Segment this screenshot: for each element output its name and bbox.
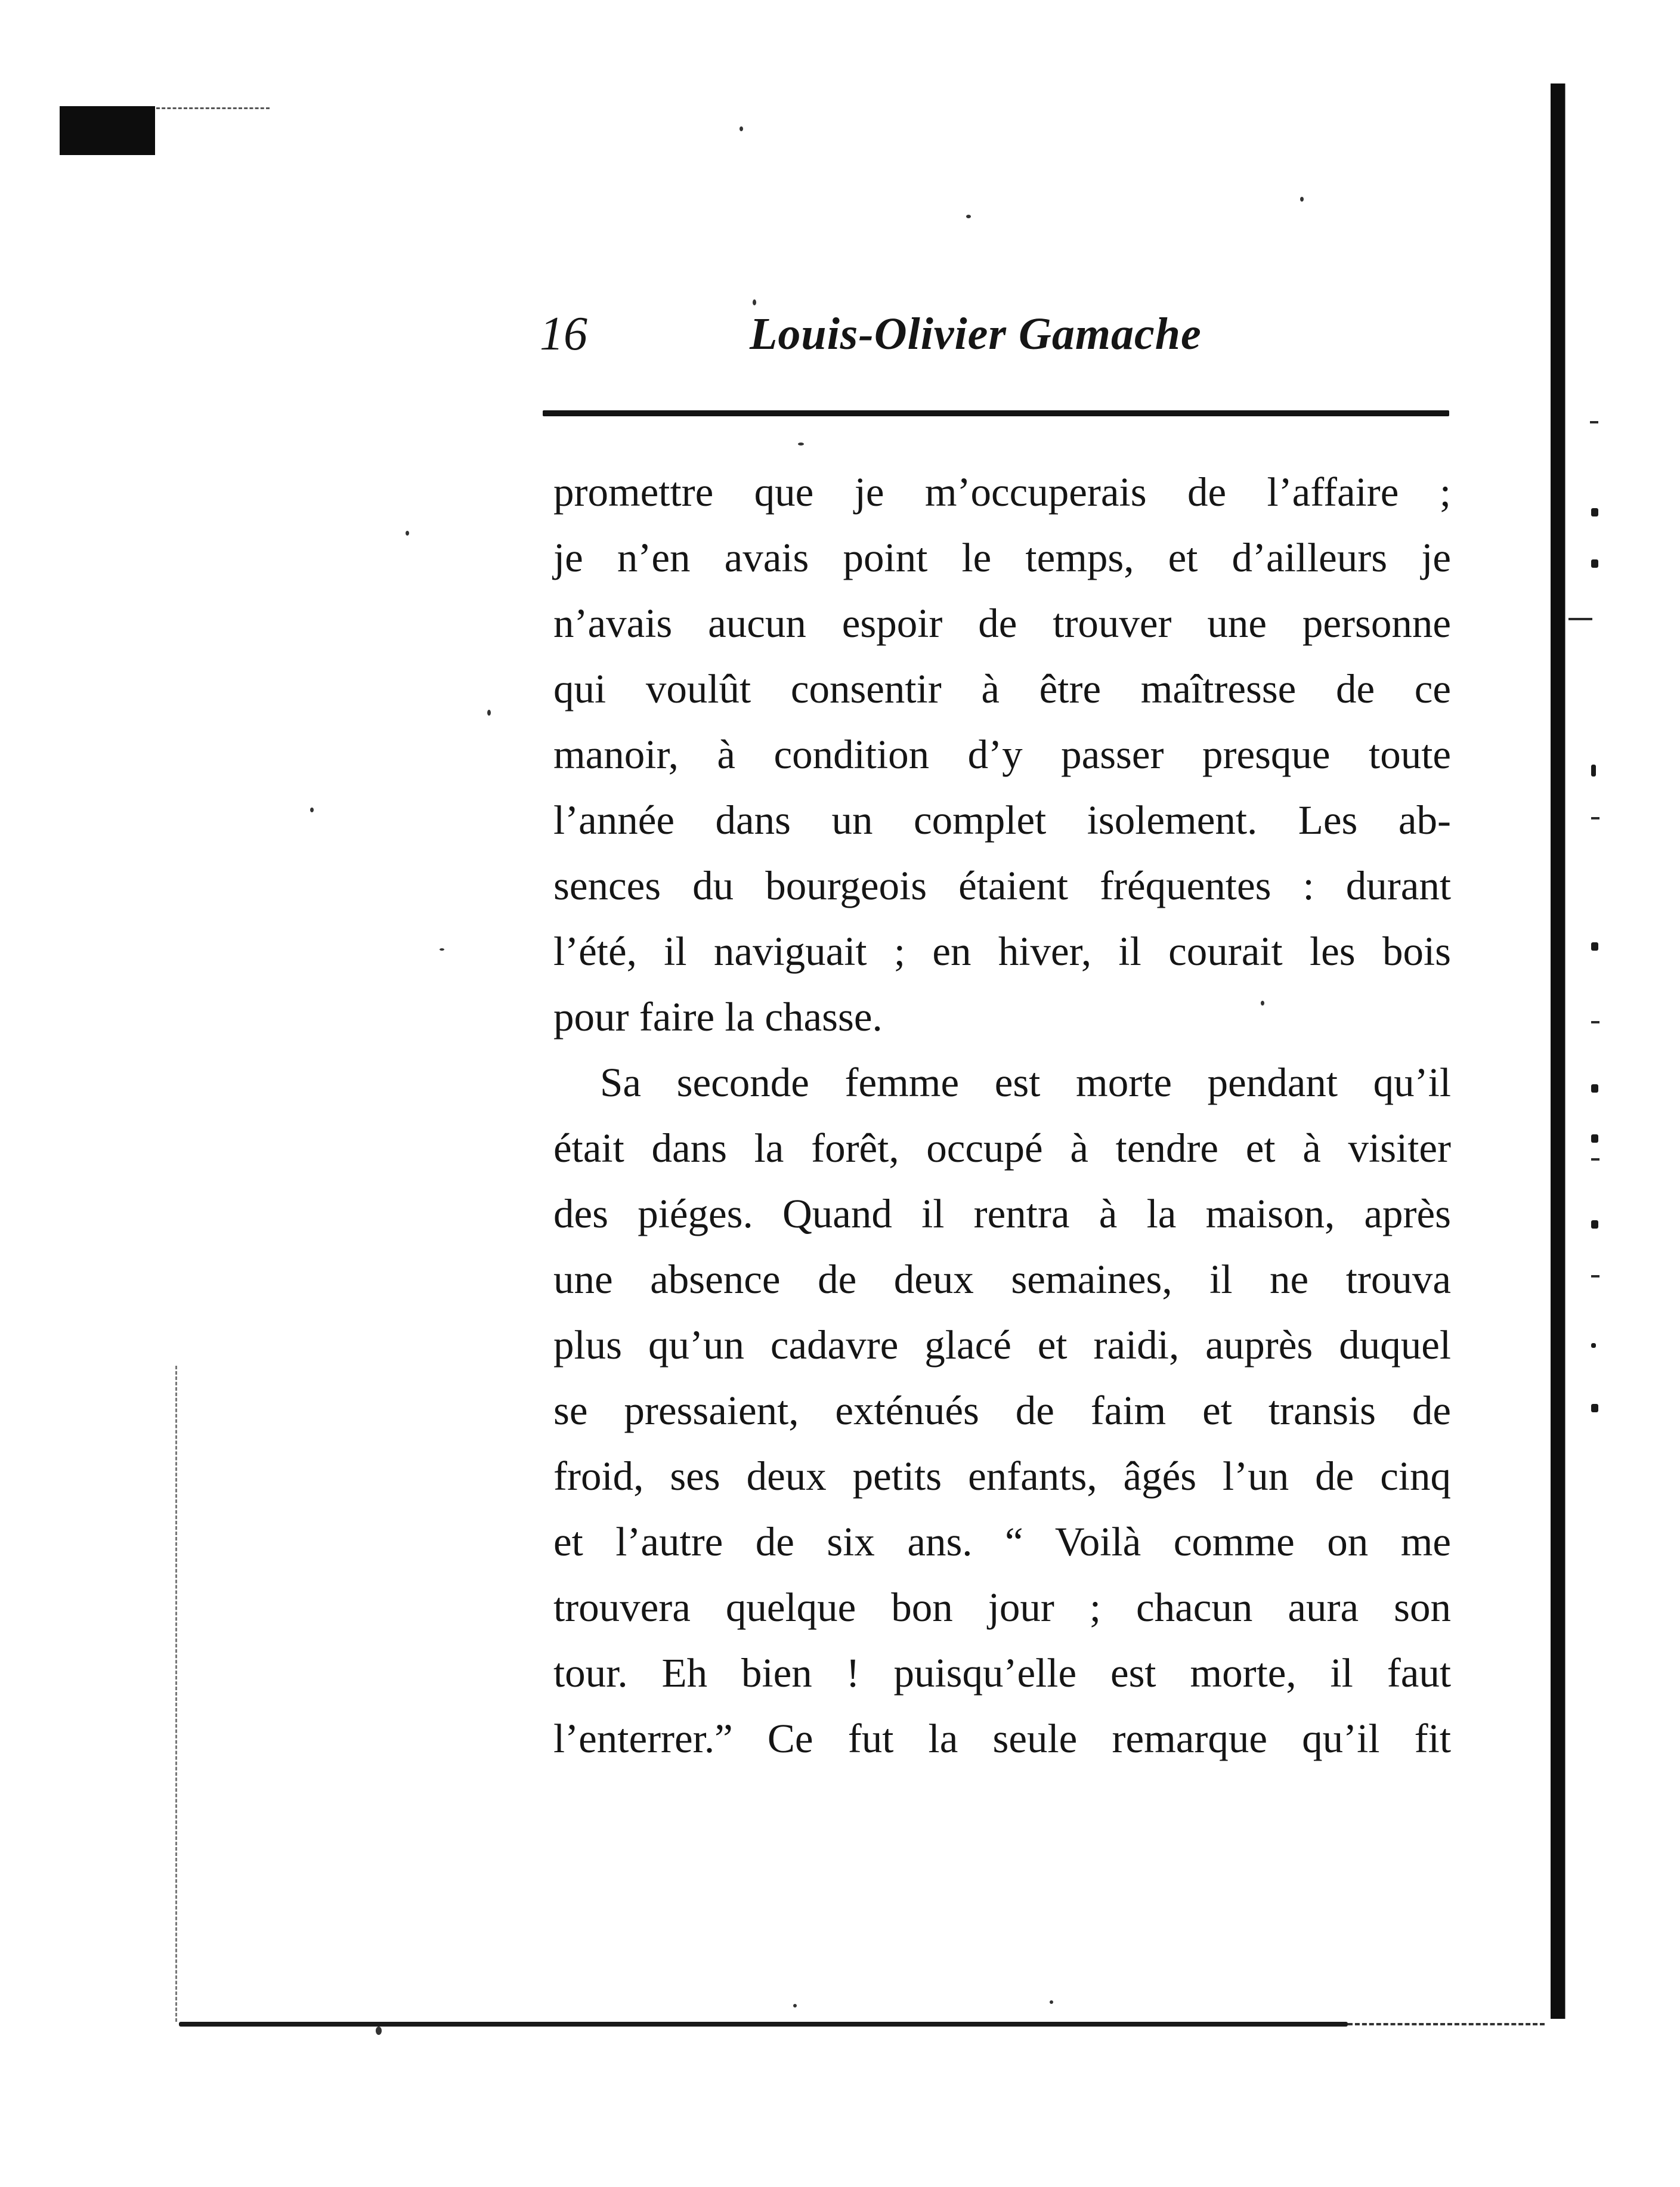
scan-margin-mark [1590, 421, 1598, 423]
scan-margin-mark [1568, 618, 1592, 620]
header-rule [543, 410, 1449, 416]
scan-margin-dot [1591, 1343, 1596, 1348]
text-line: l’année dans un complet isolement. Les ab- [553, 797, 1451, 843]
paragraph [553, 1050, 1451, 1771]
text-line: était dans la forêt, occupé à tendre et à visiter [553, 1125, 1451, 1171]
scan-speck [740, 126, 743, 131]
scan-speck [440, 948, 444, 951]
page-left-edge [175, 1366, 180, 2022]
scan-margin-mark [1591, 1275, 1599, 1277]
scan-black-tab [60, 106, 155, 155]
scan-speck [1300, 197, 1304, 202]
scan-margin-mark [1591, 1021, 1599, 1023]
scan-margin-mark [1591, 817, 1599, 819]
scan-speck [376, 2027, 382, 2035]
text-line: n’avais aucun espoir de trouver une personne [553, 601, 1451, 646]
running-title: Louis-Olivier Gamache [750, 309, 1202, 359]
text-line: et l’autre de six ans. “ Voilà comme on me [553, 1519, 1451, 1564]
body-text [553, 459, 1451, 1771]
text-line: je n’en avais point le temps, et d’ailleurs je [553, 535, 1451, 580]
text-line: froid, ses deux petits enfants, âgés l’un de cinq [553, 1453, 1451, 1499]
scan-margin-dot [1591, 1134, 1598, 1143]
text-line: manoir, à condition d’y passer presque toute [553, 732, 1451, 777]
scan-margin-dot [1591, 1404, 1598, 1412]
text-line: pour faire la chasse. [553, 994, 883, 1040]
text-line: trouvera quelque bon jour ; chacun aura son [553, 1585, 1451, 1630]
scan-speck [966, 215, 971, 218]
scan-margin-mark [1591, 1158, 1599, 1161]
page-bottom-edge-faint [1348, 2023, 1545, 2028]
page-bottom-edge [179, 2022, 1348, 2027]
scan-speck [406, 531, 409, 536]
scan-speck [487, 710, 491, 716]
scan-margin-dot [1591, 559, 1598, 568]
scan-margin-dot [1591, 1084, 1598, 1093]
text-line: Sa seconde femme est morte pendant qu’il [600, 1060, 1451, 1105]
scan-speck [310, 808, 314, 812]
binding-edge-shadow [1551, 83, 1571, 2019]
text-line: se pressaient, exténués de faim et transis de [553, 1388, 1451, 1433]
scan-speck [793, 2004, 797, 2007]
scan-speck [1050, 2000, 1053, 2004]
scan-margin-dot [1591, 765, 1596, 777]
scan-tab-trail [156, 107, 270, 112]
text-line: tour. Eh bien ! puisqu’elle est morte, il faut [553, 1650, 1451, 1696]
running-head [540, 301, 1446, 373]
scan-margin-dot [1591, 942, 1598, 951]
scan-margin-dot [1591, 1220, 1598, 1229]
scan-speck [798, 443, 804, 446]
text-line: sences du bourgeois étaient fréquentes : durant [553, 863, 1451, 908]
text-line: l’été, il naviguait ; en hiver, il courait les bois [553, 929, 1451, 974]
text-line: une absence de deux semaines, il ne trouva [553, 1257, 1451, 1302]
scan-margin-dot [1591, 508, 1598, 516]
text-line: des piéges. Quand il rentra à la maison, après [553, 1191, 1451, 1236]
text-line: plus qu’un cadavre glacé et raidi, auprès duquel [553, 1322, 1451, 1368]
text-line: qui voulût consentir à être maîtresse de ce [553, 666, 1451, 712]
text-line: l’enterrer.” Ce fut la seule remarque qu’il fit [553, 1716, 1451, 1761]
paragraph [553, 459, 1451, 1050]
text-line: promettre que je m’occuperais de l’affaire ; [553, 469, 1451, 515]
page-number: 16 [540, 308, 587, 360]
